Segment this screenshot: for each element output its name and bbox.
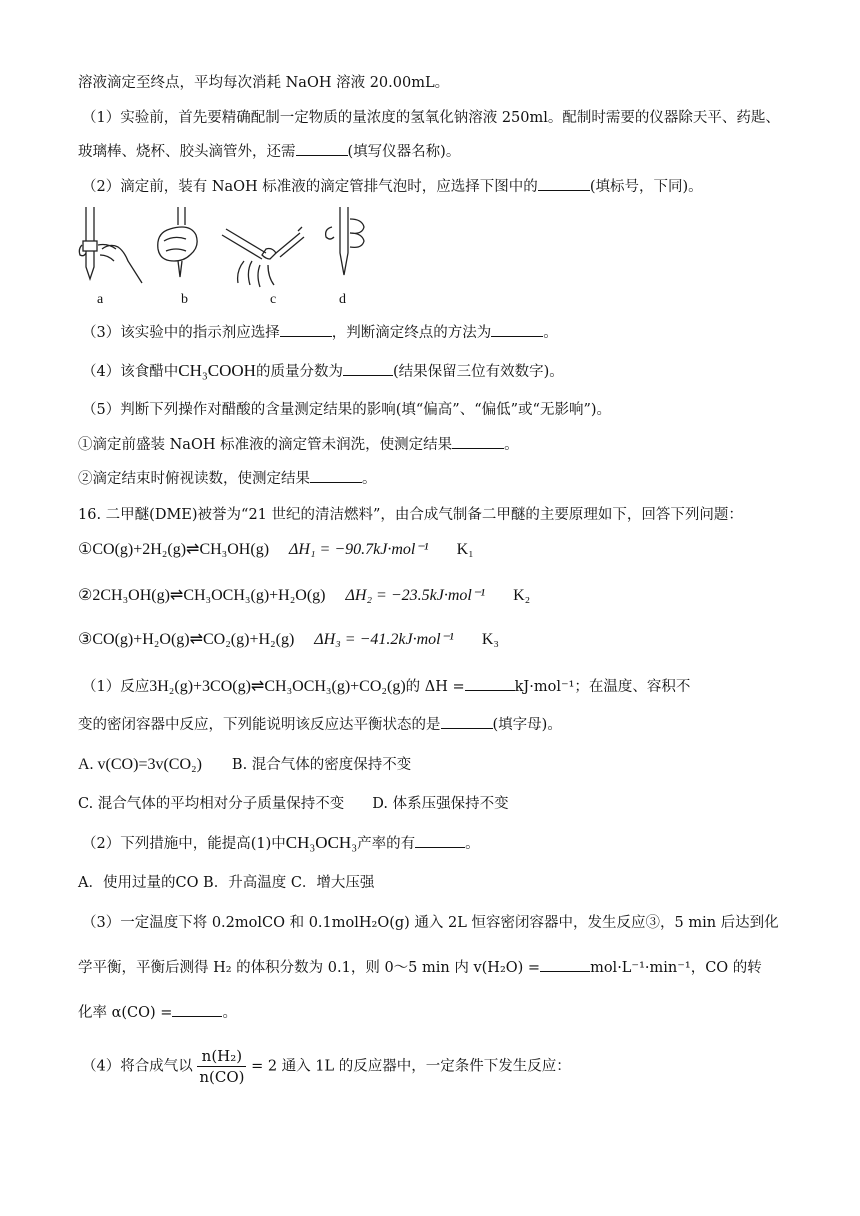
figure-label-d: d xyxy=(339,292,346,307)
answer-blank xyxy=(540,971,590,972)
figure-label-a: a xyxy=(97,292,104,307)
reaction-1: ①CO(g)+2H₂(g)⇌CH₃OH(g) ΔH₁ = −90.7kJ·mol⁻¹ K₁ xyxy=(78,541,474,558)
burette-d-drawing xyxy=(326,207,364,275)
burette-operation-figure xyxy=(72,205,372,313)
question-1-line-2: 玻璃棒、烧杯、胶头滴管外，还需 (填写仪器名称)。 xyxy=(78,144,461,160)
burette-b-drawing xyxy=(158,207,197,277)
ratio-fraction: $\frac{\text{n(H₂)}}{n(CO)}$ xyxy=(199,1047,245,1086)
reaction-3: ③CO(g)+H₂O(g)⇌CO₂(g)+H₂(g) ΔH₃ = −41.2kJ·mol⁻¹ K₃ xyxy=(78,631,499,648)
sub-question-1-line-1: （1）反应3H₂(g)+3CO(g)⇌CH₃OCH₃(g)+CO₂(g)的 ΔH = kJ·mol⁻¹；在温度、容积不 xyxy=(82,678,691,695)
answer-blank xyxy=(280,336,332,337)
question-2-line: （2）滴定前，装有 NaOH 标准液的滴定管排气泡时，应选择下图中的 (填标号，下同)。 xyxy=(82,179,703,195)
reaction-2: ②2CH₃OH(g)⇌CH₃OCH₃(g)+H₂O(g) ΔH₂ = −23.5kJ·mol⁻¹ K₂ xyxy=(78,587,531,604)
question-4-line: （4）该食醋中CH₃COOH的质量分数为 (结果保留三位有效数字)。 xyxy=(82,361,564,380)
sub-question-2-line: （2）下列措施中，能提高(1)中CH₃OCH₃产率的有 。 xyxy=(82,833,480,852)
answer-blank xyxy=(441,728,493,729)
answer-blank xyxy=(296,155,348,156)
answer-blank xyxy=(343,375,393,376)
answer-blank xyxy=(310,482,362,483)
answer-blank xyxy=(538,190,590,191)
question-5a-line: ①滴定前盛装 NaOH 标准液的滴定管未润洗，使测定结果 。 xyxy=(78,437,519,453)
figure-label-c: c xyxy=(270,292,277,307)
sub-question-3-line-3: 化率 α(CO) = 。 xyxy=(78,1005,237,1021)
problem-16-intro: 16. 二甲醚(DME)被誉为“21 世纪的清洁燃料”，由合成气制备二甲醚的主要原理如下，回答下列问题： xyxy=(78,507,743,523)
answer-blank xyxy=(172,1016,222,1017)
text-line: 溶液滴定至终点，平均每次消耗 NaOH 溶液 20.00mL。 xyxy=(78,75,450,91)
question-1-line-1: （1）实验前，首先要精确配制一定物质的量浓度的氢氧化钠溶液 250ml。配制时需要的仪器除天平、药匙、 xyxy=(82,110,780,126)
sub-question-4-line: （4）将合成气以 $\frac{\text{n(H₂)}}{n(CO)}$ = 2 通入 1L 的反应器中，一定条件下发生反应： xyxy=(82,1047,571,1086)
figure-label-b: b xyxy=(181,292,188,307)
sub-question-2-options: A．使用过量的CO B．升高温度 C．增大压强 xyxy=(78,875,375,891)
burette-a-drawing xyxy=(79,207,142,283)
option-row-ab: A. v(CO)=3v(CO₂) B. 混合气体的密度保持不变 xyxy=(78,756,412,773)
answer-blank xyxy=(415,847,465,848)
question-5-line: （5）判断下列操作对醋酸的含量测定结果的影响(填“偏高”、“偏低”或“无影响”)。 xyxy=(82,402,612,418)
answer-blank xyxy=(452,448,504,449)
sub-question-3-line-1: （3）一定温度下将 0.2molCO 和 0.1molH₂O(g) 通入 2L 恒容密闭容器中，发生反应③，5 min 后达到化 xyxy=(82,915,779,931)
sub-question-3-line-2: 学平衡，平衡后测得 H₂ 的体积分数为 0.1，则 0～5 min 内 v(H₂O) = mol·L⁻¹·min⁻¹，CO 的转 xyxy=(78,960,762,976)
answer-blank xyxy=(465,690,515,691)
question-3-line: （3）该实验中的指示剂应选择 ，判断滴定终点的方法为 。 xyxy=(82,325,558,341)
burette-c-drawing xyxy=(222,227,304,287)
option-row-cd: C. 混合气体的平均相对分子质量保持不变 D. 体系压强保持不变 xyxy=(78,796,509,812)
sub-question-1-line-2: 变的密闭容器中反应，下列能说明该反应达平衡状态的是 (填字母)。 xyxy=(78,717,562,733)
answer-blank xyxy=(491,336,543,337)
question-5b-line: ②滴定结束时俯视读数，使测定结果 。 xyxy=(78,471,377,487)
